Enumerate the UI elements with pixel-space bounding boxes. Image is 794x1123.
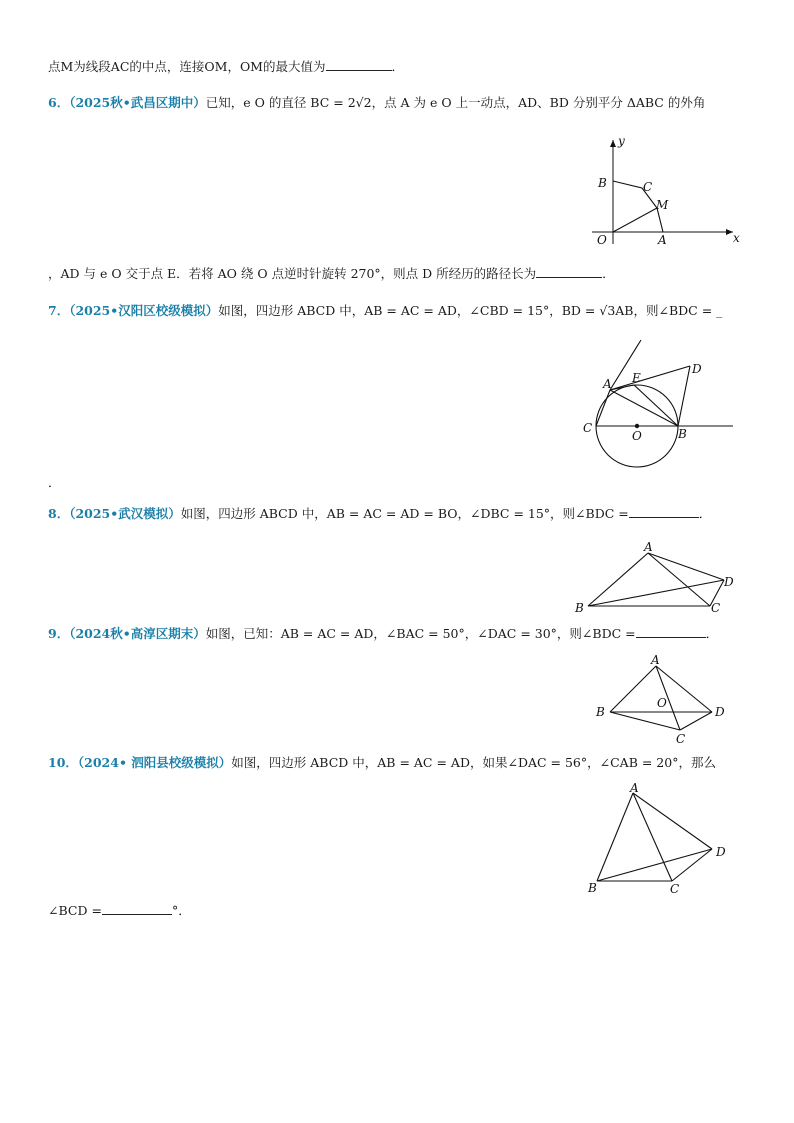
question-text: 已知，e O 的直径 BC = 2√2，点 A 为 e O 上一动点，AD、BD 分别平分 ΔABC 的外角	[205, 95, 706, 110]
label-D: D	[716, 845, 726, 859]
question-source: （2024• 泗阳县校级模拟）	[77, 755, 232, 770]
question-number: 7．	[48, 303, 70, 318]
label-O: O	[657, 696, 667, 710]
label-B: B	[596, 705, 605, 719]
question-text: 如图，四边形 ABCD 中，AB = AC = AD，如果∠DAC = 56°，∠CAB = 20°，那么	[231, 755, 716, 770]
label-A: A	[658, 233, 667, 247]
question-source: （2025•汉阳区校级模拟）	[69, 303, 219, 318]
answer-blank[interactable]	[326, 58, 392, 71]
label-O: O	[597, 233, 607, 247]
label-B: B	[575, 601, 584, 615]
label-B: B	[588, 881, 597, 895]
label-y: y	[618, 134, 625, 148]
figure-q10-quadrilateral	[582, 778, 732, 896]
prev-question-text: 点M为线段AC的中点，连接OM，OM的最大值为	[48, 59, 326, 74]
question-7-line-1	[48, 303, 722, 319]
label-C: C	[676, 732, 686, 746]
question-text: ∠BCD =	[48, 903, 102, 918]
label-A: A	[630, 781, 639, 795]
label-C: C	[670, 882, 680, 896]
label-C: C	[711, 601, 721, 615]
question-number: 9．	[48, 626, 70, 641]
label-M: M	[656, 198, 669, 212]
prev-question-line: 点M为线段AC的中点，连接OM，OM的最大值为 ．	[48, 59, 405, 74]
label-C: C	[643, 180, 653, 194]
question-6-line-2: ，AD 与 e O 交于点 E．若将 AO 绕 O 点逆时针旋转 270°，则点 D 所经历的路径长为 ．	[48, 266, 615, 281]
label-C: C	[583, 421, 593, 435]
label-A: A	[651, 653, 660, 667]
question-9-line-1: 9．（2024秋•高淳区期末）如图，已知：AB = AC = AD，∠BAC = 50°，∠DAC = 30°，则∠BDC = ．	[48, 626, 719, 641]
label-A: A	[644, 540, 653, 554]
question-text: ，AD 与 e O 交于点 E．若将 AO 绕 O 点逆时针旋转 270°，则点 D 所经历的路径长为	[48, 266, 537, 281]
answer-blank[interactable]	[536, 265, 602, 278]
answer-blank[interactable]	[629, 505, 699, 518]
answer-blank[interactable]	[102, 902, 172, 915]
label-D: D	[724, 575, 734, 589]
question-text: 如图，四边形 ABCD 中，AB = AC = AD，∠CBD = 15°，BD = √3AB，则∠BDC = _	[218, 303, 723, 318]
question-number: 10．	[48, 755, 78, 770]
question-number: 6．	[48, 95, 70, 110]
question-source: （2025•武汉模拟）	[69, 506, 181, 521]
figure-q7-circle	[578, 335, 743, 470]
question-text: 如图，已知：AB = AC = AD，∠BAC = 50°，∠DAC = 30°，则∠BDC =	[205, 626, 636, 641]
label-B: B	[598, 176, 607, 190]
question-source: （2024秋•高淳区期末）	[69, 626, 206, 641]
question-6-line-1	[48, 95, 705, 111]
figure-q8-quadrilateral	[570, 538, 745, 620]
answer-blank[interactable]	[636, 625, 706, 638]
label-B: B	[678, 427, 687, 441]
question-text: 如图，四边形 ABCD 中，AB = AC = AD = BO，∠DBC = 15°，则∠BDC =	[180, 506, 629, 521]
label-D: D	[692, 362, 702, 376]
label-E: E	[632, 371, 641, 385]
question-10-line-1	[48, 755, 716, 771]
question-number: 8．	[48, 506, 70, 521]
label-x: x	[733, 231, 740, 245]
question-8-line-1: 8．（2025•武汉模拟）如图，四边形 ABCD 中，AB = AC = AD = BO，∠DBC = 15°，则∠BDC = ．	[48, 506, 712, 521]
figure-q6-coordinate	[585, 132, 750, 250]
question-10-line-2: ∠BCD = °．	[48, 903, 191, 918]
label-D: D	[715, 705, 725, 719]
figure-q9-quadrilateral	[590, 650, 740, 748]
question-7-line-2: ．	[48, 475, 61, 490]
label-O: O	[632, 429, 642, 443]
question-source: （2025秋•武昌区期中）	[69, 95, 206, 110]
label-A: A	[603, 377, 612, 391]
